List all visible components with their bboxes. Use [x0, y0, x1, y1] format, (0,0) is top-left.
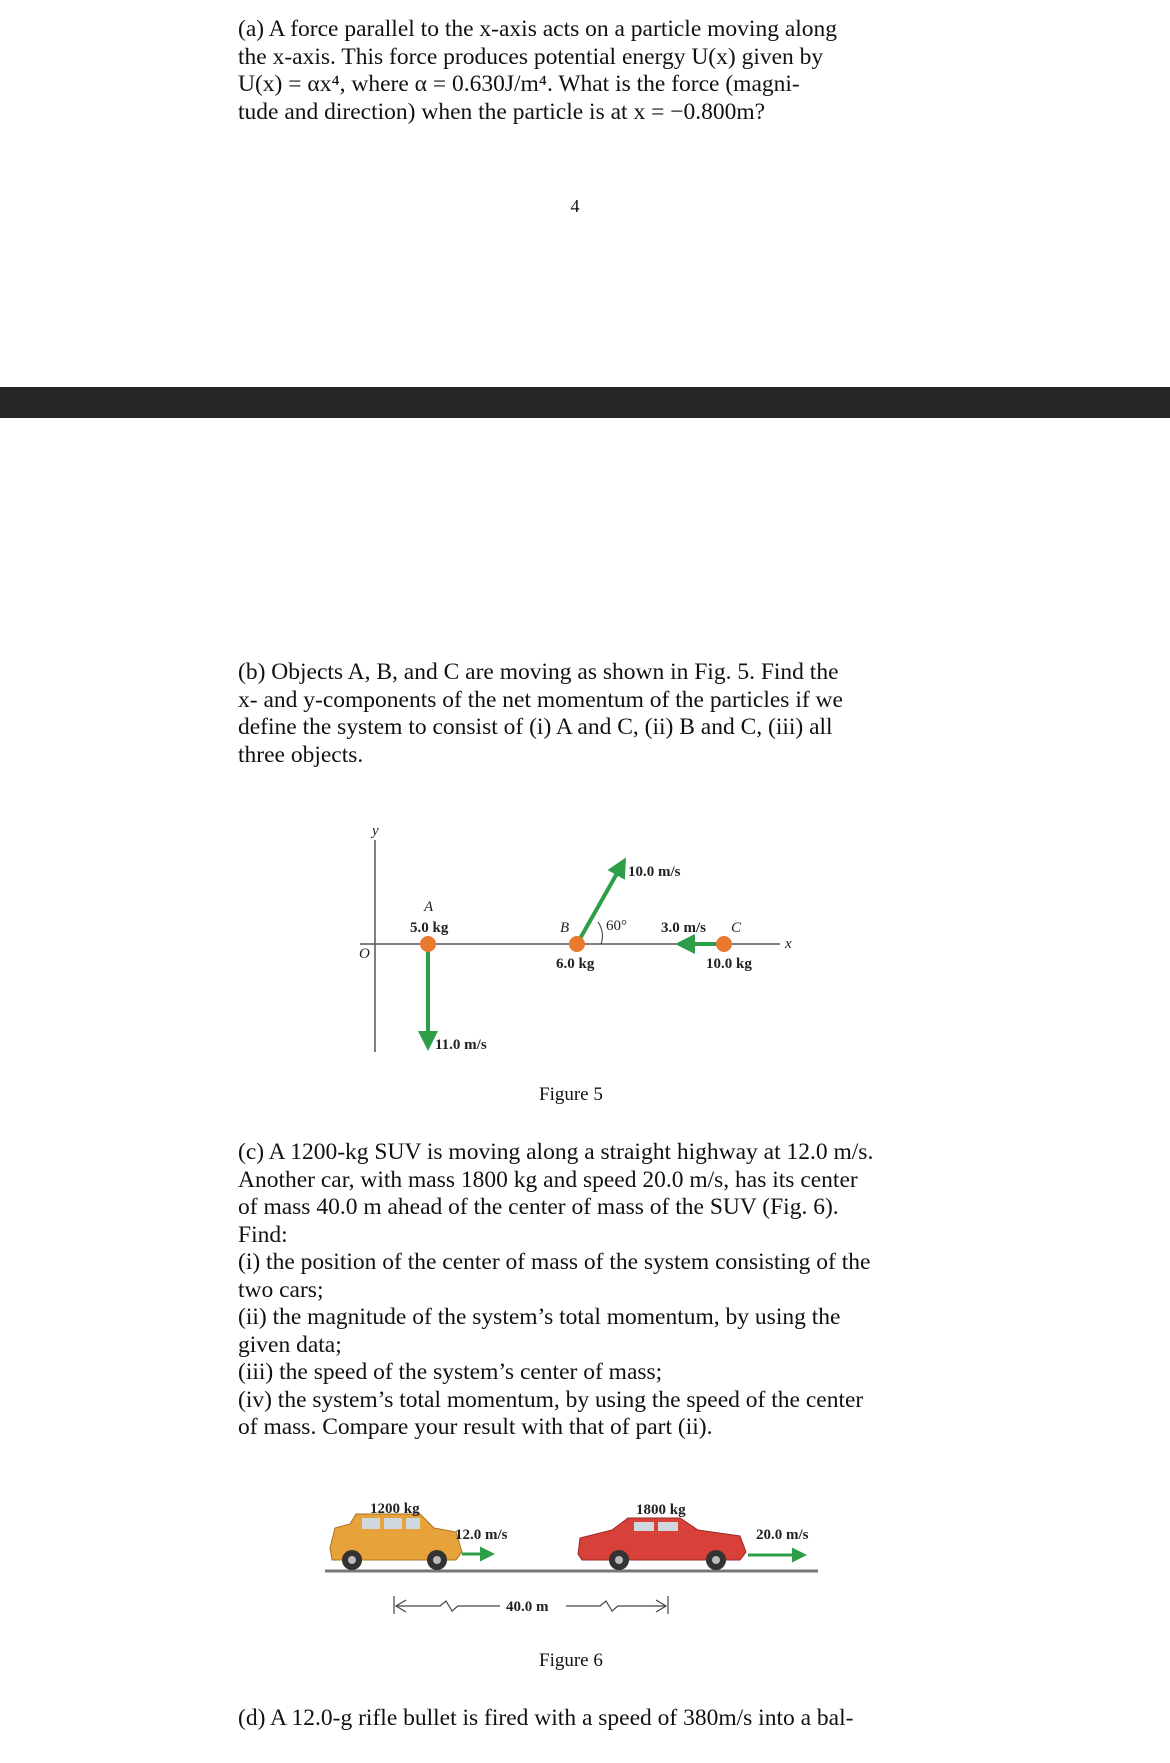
object-b	[569, 936, 585, 952]
object-a-speed: 11.0 m/s	[435, 1037, 487, 1053]
object-b-label: B	[560, 920, 570, 936]
part-b-line: three objects.	[238, 741, 364, 768]
distance-label: 40.0 m	[506, 1599, 549, 1615]
part-b-line: define the system to consist of (i) A and C, (ii) B and C, (iii) all	[238, 714, 833, 740]
object-b-speed: 10.0 m/s	[628, 864, 681, 880]
car-icon	[578, 1518, 746, 1570]
object-c	[716, 936, 732, 952]
object-a-label: A	[424, 899, 434, 915]
part-b-line: (b) Objects A, B, and C are moving as shown in Fig. 5. Find the	[238, 659, 839, 685]
car-mass-label: 1800 kg	[636, 1502, 686, 1518]
car-speed-label: 20.0 m/s	[756, 1527, 809, 1543]
part-a-line: (a) A force parallel to the x-axis acts on a particle moving along	[238, 16, 838, 42]
part-c-line: (i) the position of the center of mass of the system consisting of the	[238, 1249, 871, 1275]
object-c-label: C	[731, 920, 742, 936]
y-axis-label: y	[372, 823, 379, 839]
x-axis-label: x	[785, 936, 792, 952]
part-a-line: the x-axis. This force produces potential energy U(x) given by	[238, 43, 824, 70]
part-c-text	[238, 1139, 912, 1442]
page-number: 4	[570, 196, 580, 216]
part-b-line: x- and y-components of the net momentum of the particles if we	[238, 686, 843, 713]
part-d-line: (d) A 12.0-g rifle bullet is fired with a speed of 380m/s into a bal-	[238, 1705, 854, 1731]
part-c-line: two cars;	[238, 1276, 324, 1303]
part-a-line: U(x) = αx⁴, where α = 0.630J/m⁴. What is the force (magni-	[238, 71, 800, 97]
part-d-text	[238, 1705, 912, 1733]
angle-arc-b	[598, 922, 602, 944]
part-c-line: Another car, with mass 1800 kg and speed 20.0 m/s, has its center	[238, 1166, 858, 1193]
part-c-line: given data;	[238, 1331, 342, 1358]
object-b-mass: 6.0 kg	[556, 956, 595, 972]
origin-label: O	[359, 946, 370, 962]
object-a	[420, 936, 436, 952]
object-a-mass: 5.0 kg	[410, 920, 449, 936]
object-b-angle: 60°	[606, 918, 627, 934]
part-a-line: tude and direction) when the particle is at x = −0.800m?	[238, 98, 766, 125]
figure-5-caption: Figure 5	[539, 1084, 603, 1105]
suv-mass-label: 1200 kg	[370, 1501, 420, 1517]
object-c-speed: 3.0 m/s	[661, 920, 706, 936]
part-c-line: (ii) the magnitude of the system’s total momentum, by using the	[238, 1304, 841, 1330]
part-c-line: (c) A 1200-kg SUV is moving along a straight highway at 12.0 m/s.	[238, 1139, 874, 1165]
part-c-line: of mass 40.0 m ahead of the center of mass of the SUV (Fig. 6).	[238, 1194, 839, 1220]
figure-6-caption: Figure 6	[539, 1650, 603, 1671]
suv-speed-label: 12.0 m/s	[455, 1527, 508, 1543]
part-c-line: of mass. Compare your result with that of part (ii).	[238, 1414, 713, 1440]
suv-icon	[330, 1514, 462, 1570]
object-c-mass: 10.0 kg	[706, 956, 752, 972]
part-c-line: Find:	[238, 1221, 288, 1248]
part-c-line: (iv) the system’s total momentum, by using the speed of the center	[238, 1386, 864, 1413]
part-c-line: (iii) the speed of the system’s center of mass;	[238, 1359, 663, 1385]
